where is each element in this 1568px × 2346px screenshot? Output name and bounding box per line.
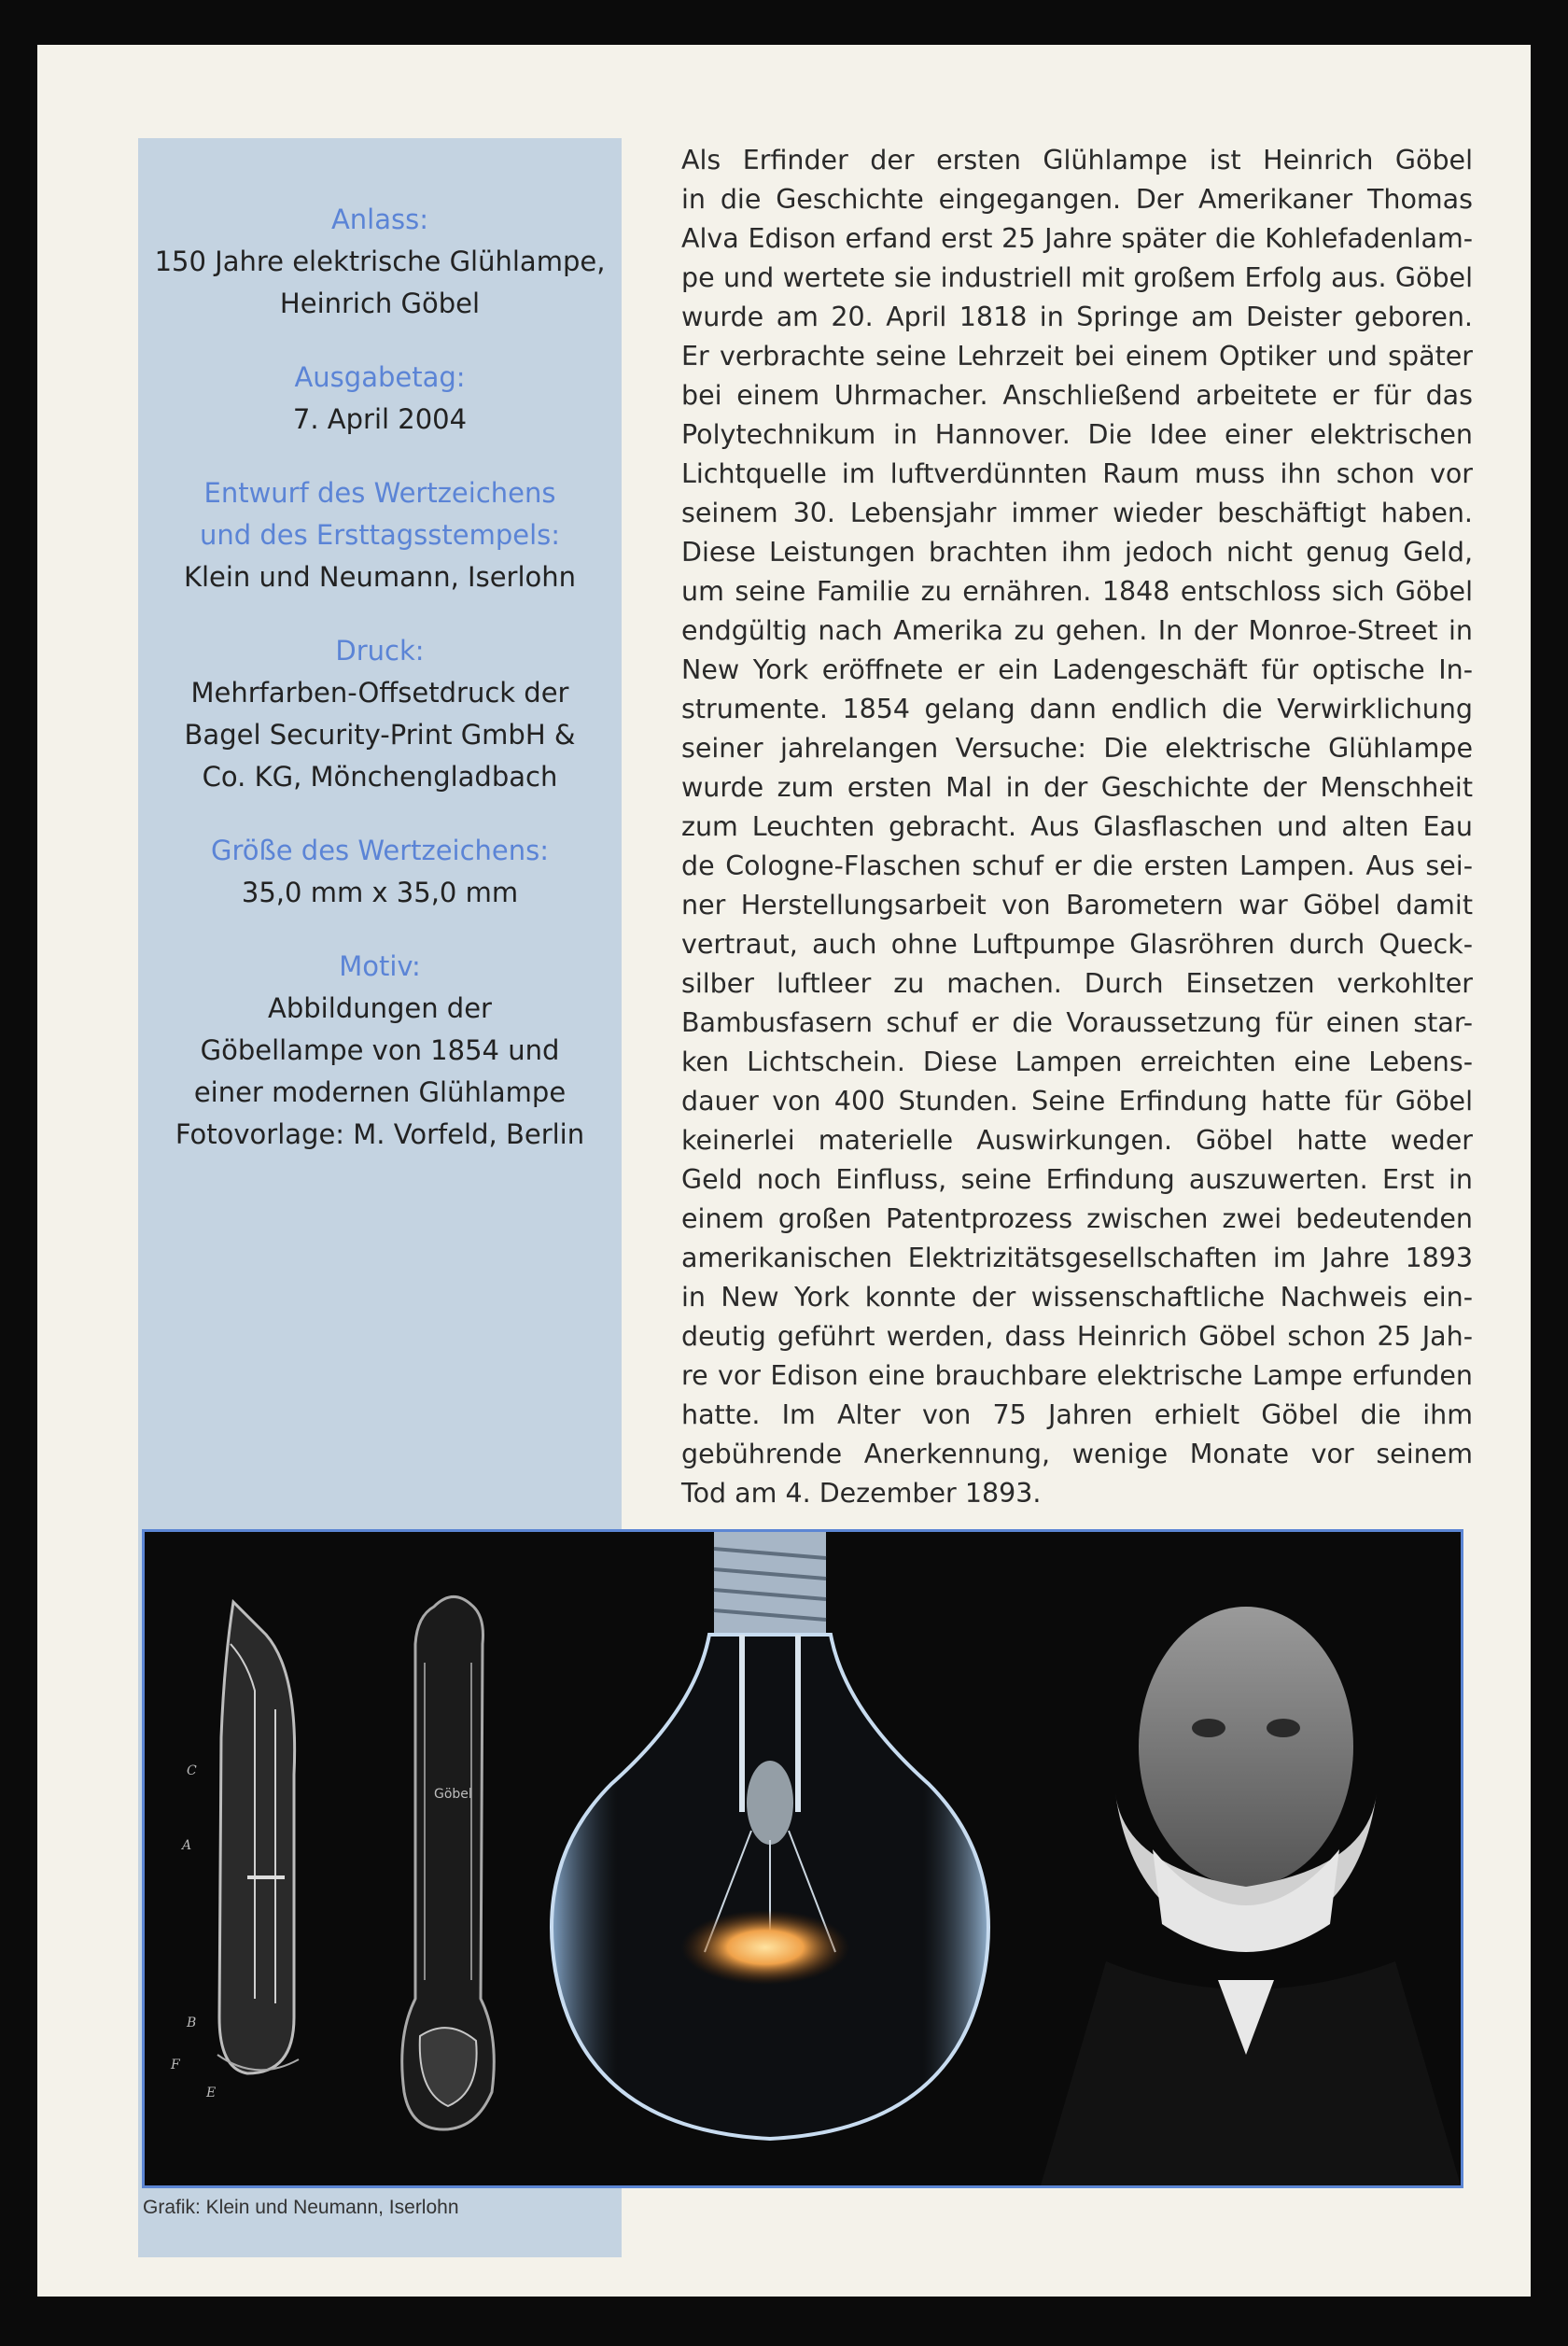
info-value: Mehrfarben-Offsetdruck der Bagel Security-Print GmbH & Co. KG, Mönchengladbach xyxy=(184,677,576,793)
info-label: Größe des Wertzeichens: xyxy=(210,835,550,866)
article-line: Geld noch Einfluss, seine Erfindung auszuwerten. Erst in xyxy=(681,1164,1473,1195)
info-label: Ausgabetag: xyxy=(294,361,466,393)
sketch-letter: C xyxy=(187,1763,197,1778)
article-line: Lichtquelle im luftverdünnten Raum muss ihn schon vor xyxy=(681,458,1473,489)
info-block-druck xyxy=(138,630,622,798)
article-line: strumente. 1854 gelang dann endlich die Verwirklichung xyxy=(681,694,1473,724)
article-line: Polytechnikum in Hannover. Die Idee einer elektrischen xyxy=(681,419,1473,450)
info-block-groesse xyxy=(138,830,622,914)
article-line: gebührende Anerkennung, wenige Monate vor seinem xyxy=(681,1439,1473,1469)
info-block-entwurf xyxy=(138,472,622,598)
article-line: hatte. Im Alter von 75 Jahren erhielt Göbel die ihm xyxy=(681,1399,1473,1430)
article-line: bei einem Uhrmacher. Anschließend arbeitete er für das xyxy=(681,380,1473,411)
sketch-letter: B xyxy=(187,2016,197,2030)
article-line: New York eröffnete er ein Ladengeschäft für optische In- xyxy=(681,654,1473,685)
article-line: ken Lichtschein. Diese Lampen erreichten eine Lebens- xyxy=(681,1047,1473,1077)
info-label: Druck: xyxy=(335,635,425,667)
graphic-credit: Grafik: Klein und Neumann, Iserlohn xyxy=(143,2197,459,2218)
info-value: 35,0 mm x 35,0 mm xyxy=(241,877,519,908)
info-value: 150 Jahre elektrische Glühlampe, Heinrich Göbel xyxy=(154,246,606,319)
info-value: 7. April 2004 xyxy=(292,403,468,435)
article-line: re vor Edison eine brauchbare elektrische Lampe erfunden xyxy=(681,1360,1473,1391)
patent-sketch-lamp xyxy=(170,1602,299,2100)
portrait-heinrich-goebel xyxy=(1041,1532,1461,2185)
article-line: in die Geschichte eingegangen. Der Amerikaner Thomas xyxy=(681,184,1473,215)
info-label: Motiv: xyxy=(339,950,421,982)
article-line: um seine Familie zu ernähren. 1848 entschloss sich Göbel xyxy=(681,576,1473,607)
article-line: vertraut, auch ohne Luftpumpe Glasröhren durch Queck- xyxy=(681,929,1473,960)
article-line: seiner jahrelangen Versuche: Die elektrische Glühlampe xyxy=(681,733,1473,764)
info-block-ausgabetag xyxy=(138,357,622,441)
page-sheet xyxy=(37,45,1531,2297)
stamp-info-list xyxy=(138,199,622,1187)
article-line: Er verbrachte seine Lehrzeit bei einem Optiker und später xyxy=(681,341,1473,372)
info-label: Entwurf des Wertzeichens und des Ersttagsstempels: xyxy=(199,477,561,551)
info-value: Klein und Neumann, Iserlohn xyxy=(183,561,577,593)
article-line: einem großen Patentprozess zwischen zwei bedeutenden xyxy=(681,1203,1473,1234)
article-line: wurde am 20. April 1818 in Springe am Deister geboren. xyxy=(681,302,1473,332)
article-line: dauer von 400 Stunden. Seine Erfindung hatte für Göbel xyxy=(681,1086,1473,1117)
article-line: wurde zum ersten Mal in der Geschichte der Menschheit xyxy=(681,772,1473,803)
sketch-letter: A xyxy=(182,1838,192,1853)
photo-illustration xyxy=(145,1532,1461,2185)
article-line: keinerlei materielle Auswirkungen. Göbel hatte weder xyxy=(681,1125,1473,1156)
article-line: amerikanischen Elektrizitätsgesellschaften im Jahre 1893 xyxy=(681,1243,1473,1273)
article-line: de Cologne-Flaschen schuf er die ersten Lampen. Aus sei- xyxy=(681,850,1473,881)
article-line: Bambusfasern schuf er die Voraussetzung für einen star- xyxy=(681,1007,1473,1038)
article-line: seinem 30. Lebensjahr immer wieder beschäftigt haben. xyxy=(681,498,1473,528)
article-line: deutig geführt werden, dass Heinrich Göbel schon 25 Jah- xyxy=(681,1321,1473,1352)
article-line: Als Erfinder der ersten Glühlampe ist Heinrich Göbel xyxy=(681,145,1473,176)
info-block-anlass xyxy=(138,199,622,325)
goebel-lamp-1854 xyxy=(402,1596,495,2129)
info-value: Abbildungen der Göbellampe von 1854 und einer modernen Glühlampe Fotovorlage: M. Vorfeld, Berlin xyxy=(175,992,585,1150)
article-line: Diese Leistungen brachten ihm jedoch nicht genug Geld, xyxy=(681,537,1473,568)
sketch-letter: F xyxy=(171,2058,180,2072)
info-label: Anlass: xyxy=(330,204,429,235)
article-line: Alva Edison erfand erst 25 Jahre später die Kohlefadenlam- xyxy=(681,223,1473,254)
article-line: pe und wertete sie industriell mit großem Erfolg aus. Göbel xyxy=(681,262,1473,293)
modern-light-bulb xyxy=(552,1532,988,2139)
article-text xyxy=(681,141,1473,1513)
article-line: Tod am 4. Dezember 1893. xyxy=(681,1478,1042,1509)
sketch-letter: E xyxy=(206,2086,217,2100)
info-block-motiv xyxy=(138,946,622,1156)
article-line: ner Herstellungsarbeit von Barometern war Göbel damit xyxy=(681,890,1473,920)
article-line: silber luftleer zu machen. Durch Einsetzen verkohlter xyxy=(681,968,1473,999)
lamp-inscription: Göbel xyxy=(434,1787,472,1802)
article-line: zum Leuchten gebracht. Aus Glasflaschen und alten Eau xyxy=(681,811,1473,842)
article-line: in New York konnte der wissenschaftliche Nachweis ein- xyxy=(681,1282,1473,1313)
article-line: endgültig nach Amerika zu gehen. In der Monroe-Street in xyxy=(681,615,1473,646)
lamp-photo-collage xyxy=(142,1529,1463,2188)
